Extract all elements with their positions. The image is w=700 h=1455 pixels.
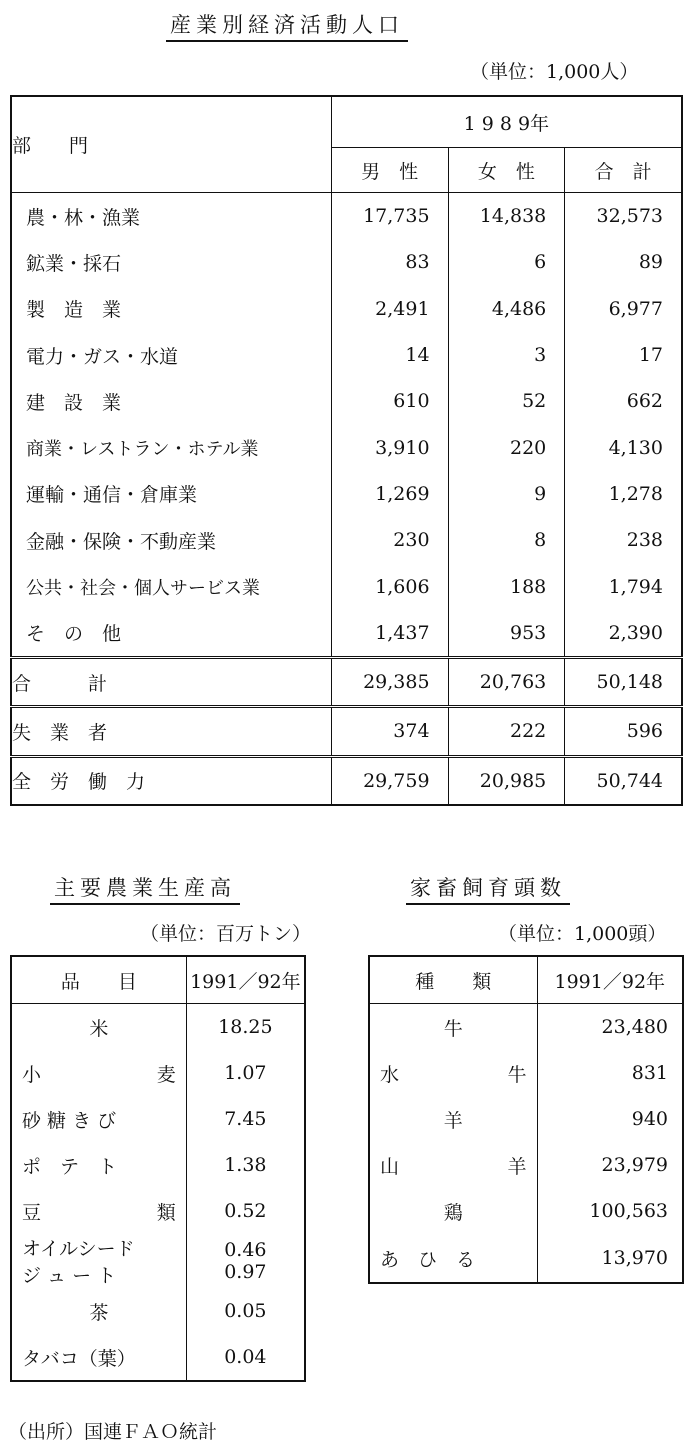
table-row — [11, 471, 682, 517]
kind-label: あ ひ る — [380, 1248, 476, 1271]
unemployed-female: 222 — [448, 707, 565, 756]
item-label-part: 類 — [156, 1201, 176, 1224]
sector-header-label: 部 門 — [12, 135, 89, 157]
table-row — [11, 610, 682, 658]
item-value: 7.45 — [186, 1096, 305, 1142]
livestock-title: 家畜飼育頭数 — [406, 875, 570, 905]
female-value: 6 — [448, 239, 565, 285]
total-value: 6,977 — [565, 286, 682, 332]
row-label: 農・林・漁業 — [26, 206, 141, 229]
row-label: 建 設 業 — [26, 391, 122, 414]
item-label-part: 麦 — [156, 1063, 176, 1086]
unemployed-label: 失 業 者 — [11, 707, 331, 756]
total-value: 1,278 — [565, 471, 682, 517]
table-header-row — [11, 96, 682, 148]
row-label: 運輸・通信・倉庫業 — [26, 484, 198, 507]
agriculture-production-table — [10, 955, 306, 1382]
kind-label-part: 山 — [380, 1155, 400, 1178]
male-value: 17,735 — [331, 193, 448, 240]
male-value: 230 — [331, 517, 448, 563]
table-row — [369, 1188, 683, 1234]
row-label: 製 造 業 — [26, 299, 122, 322]
item-value: 0.46 — [186, 1234, 305, 1261]
table-row — [11, 1142, 305, 1188]
table-row — [11, 1261, 305, 1288]
table-row — [369, 1096, 683, 1142]
item-value: 1.38 — [186, 1142, 305, 1188]
table-row — [369, 1004, 683, 1051]
item-label: ジ ュ ー ト — [22, 1265, 117, 1287]
item-label — [11, 1050, 186, 1096]
total-value: 89 — [565, 239, 682, 285]
table-row — [369, 1234, 683, 1283]
subtotal-total: 50,148 — [565, 657, 682, 706]
unemployed-total: 596 — [565, 707, 682, 756]
agri-unit: （単位：百万トン） — [140, 923, 312, 945]
kind-header: 種 類 — [369, 956, 537, 1004]
table-row — [11, 517, 682, 563]
table-header-row — [369, 956, 683, 1004]
table-row — [11, 193, 682, 240]
male-value: 3,910 — [331, 424, 448, 470]
table-row — [11, 1288, 305, 1334]
table-row — [11, 1334, 305, 1381]
total-value: 32,573 — [565, 193, 682, 240]
kind-value: 831 — [537, 1050, 683, 1096]
labor-force-female: 20,985 — [448, 756, 565, 805]
item-label: 茶 — [89, 1301, 109, 1324]
agri-title: 主要農業生産高 — [50, 875, 240, 905]
unemployed-male: 374 — [331, 707, 448, 756]
female-value: 220 — [448, 424, 565, 470]
female-value: 953 — [448, 610, 565, 658]
total-value: 1,794 — [565, 563, 682, 609]
female-value: 14,838 — [448, 193, 565, 240]
male-value: 1,269 — [331, 471, 448, 517]
year-header: 1991／92年 — [537, 956, 683, 1004]
kind-label — [369, 1050, 537, 1096]
row-label: 鉱業・採石 — [26, 252, 122, 275]
row-label: 電力・ガス・水道 — [26, 345, 179, 368]
female-header: 女 性 — [448, 148, 565, 193]
item-label: 米 — [89, 1017, 109, 1040]
female-value: 4,486 — [448, 286, 565, 332]
male-value: 14 — [331, 332, 448, 378]
kind-label: 羊 — [443, 1109, 463, 1132]
item-label-part: 豆 — [22, 1201, 42, 1224]
table-row — [11, 424, 682, 470]
item-header: 品 目 — [11, 956, 186, 1004]
table-header-row — [11, 956, 305, 1004]
subtotal-male: 29,385 — [331, 657, 448, 706]
female-value: 3 — [448, 332, 565, 378]
male-header: 男 性 — [331, 148, 448, 193]
male-value: 1,606 — [331, 563, 448, 609]
item-label: タバコ（葉） — [22, 1347, 136, 1370]
table-row — [11, 1234, 305, 1261]
item-value: 0.52 — [186, 1188, 305, 1234]
total-value: 662 — [565, 378, 682, 424]
total-header: 合 計 — [565, 148, 682, 193]
male-value: 2,491 — [331, 286, 448, 332]
male-value: 1,437 — [331, 610, 448, 658]
total-value: 2,390 — [565, 610, 682, 658]
economic-population-table — [10, 95, 683, 806]
labor-force-total: 50,744 — [565, 756, 682, 805]
table-row — [11, 286, 682, 332]
row-label: 商業・レストラン・ホテル業 — [26, 438, 259, 460]
table-row — [369, 1050, 683, 1096]
kind-label-part: 水 — [380, 1063, 400, 1086]
item-label: オイルシード — [22, 1238, 135, 1260]
table-row — [11, 239, 682, 285]
unemployed-row — [11, 707, 682, 756]
table-row — [11, 1188, 305, 1234]
female-value: 8 — [448, 517, 565, 563]
subtotal-row — [11, 657, 682, 706]
livestock-table — [368, 955, 684, 1284]
kind-label: 鶏 — [443, 1201, 463, 1224]
labor-force-label: 全 労 働 力 — [11, 756, 331, 805]
item-value: 0.97 — [186, 1261, 305, 1288]
labor-force-row — [11, 756, 682, 805]
item-value: 0.04 — [186, 1334, 305, 1381]
item-value: 1.07 — [186, 1050, 305, 1096]
table-row — [11, 378, 682, 424]
year-header: 1 9 8 9年 — [331, 96, 682, 148]
table-row — [11, 563, 682, 609]
row-label: そ の 他 — [26, 623, 122, 646]
kind-value: 23,480 — [537, 1004, 683, 1051]
male-value: 83 — [331, 239, 448, 285]
table-row — [369, 1142, 683, 1188]
kind-label — [369, 1142, 537, 1188]
subtotal-label: 合 計 — [11, 657, 331, 706]
row-label: 公共・社会・個人サービス業 — [26, 577, 260, 599]
male-value: 610 — [331, 378, 448, 424]
kind-value: 940 — [537, 1096, 683, 1142]
female-value: 52 — [448, 378, 565, 424]
row-label: 金融・保険・不動産業 — [26, 530, 217, 553]
year-header: 1991／92年 — [186, 956, 305, 1004]
main-title: 産業別経済活動人口 — [166, 12, 408, 42]
table-row — [11, 332, 682, 378]
female-value: 9 — [448, 471, 565, 517]
item-value: 18.25 — [186, 1004, 305, 1051]
female-value: 188 — [448, 563, 565, 609]
livestock-unit: （単位：1,000頭） — [498, 923, 667, 945]
kind-value: 100,563 — [537, 1188, 683, 1234]
kind-label: 牛 — [443, 1017, 463, 1040]
total-value: 17 — [565, 332, 682, 378]
kind-label-part: 羊 — [507, 1155, 527, 1178]
item-label: 砂 糖 き び — [22, 1109, 117, 1132]
kind-label-part: 牛 — [507, 1063, 527, 1086]
kind-value: 23,979 — [537, 1142, 683, 1188]
item-label-part: 小 — [22, 1063, 42, 1086]
sector-header — [11, 96, 331, 193]
item-label — [11, 1188, 186, 1234]
table-row — [11, 1096, 305, 1142]
main-unit: （単位：1,000人） — [470, 61, 639, 83]
item-value: 0.05 — [186, 1288, 305, 1334]
source-note: （出所）国連ＦＡＯ統計 — [8, 1421, 218, 1443]
item-label: ポ テ ト — [22, 1155, 118, 1178]
kind-value: 13,970 — [537, 1234, 683, 1283]
table-row — [11, 1004, 305, 1051]
subtotal-female: 20,763 — [448, 657, 565, 706]
total-value: 4,130 — [565, 424, 682, 470]
labor-force-male: 29,759 — [331, 756, 448, 805]
total-value: 238 — [565, 517, 682, 563]
table-row — [11, 1050, 305, 1096]
